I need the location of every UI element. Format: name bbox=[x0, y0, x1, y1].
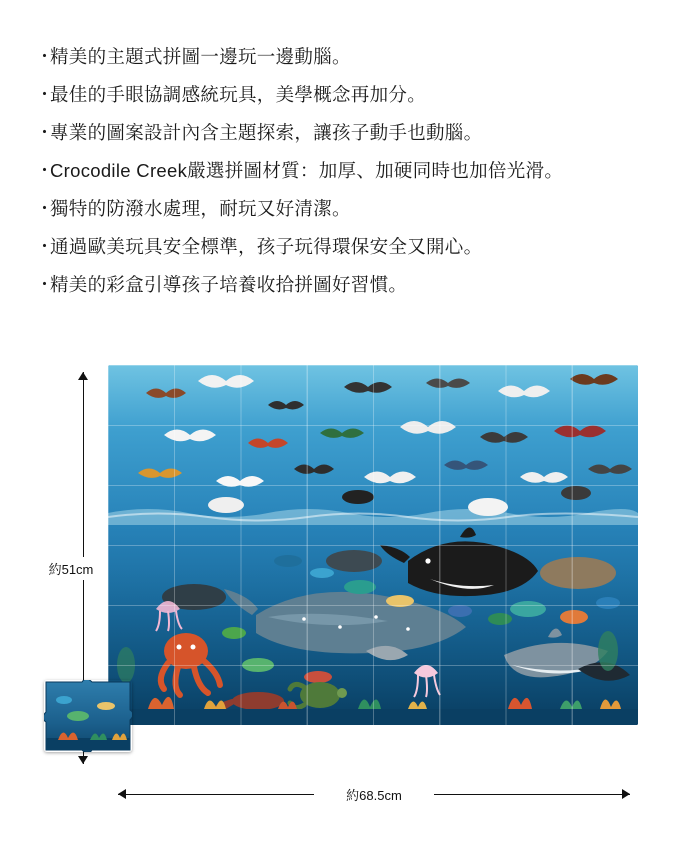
bullet-icon: ・ bbox=[36, 199, 53, 218]
list-item bbox=[36, 272, 646, 298]
list-item bbox=[36, 120, 646, 146]
puzzle-piece-illustration bbox=[44, 680, 132, 752]
ocean-scene-illustration bbox=[108, 365, 638, 725]
list-item bbox=[36, 196, 646, 222]
arrow-right-icon bbox=[622, 789, 630, 799]
dimension-diagram bbox=[36, 355, 646, 815]
bullet-icon: ・ bbox=[36, 275, 53, 294]
height-label: 約51cm bbox=[36, 557, 106, 580]
feature-text: 專業的圖案設計內含主題探索，讓孩子動手也動腦。 bbox=[50, 122, 483, 143]
puzzle-piece bbox=[44, 680, 132, 752]
list-item bbox=[36, 82, 646, 108]
feature-text: 最佳的手眼協調感統玩具，美學概念再加分。 bbox=[50, 84, 427, 105]
puzzle-image bbox=[108, 365, 638, 725]
feature-text: 精美的彩盒引導孩子培養收拾拼圖好習慣。 bbox=[50, 274, 408, 295]
feature-text: Crocodile Creek嚴選拼圖材質：加厚、加硬同時也加倍光滑。 bbox=[50, 160, 564, 181]
feature-text: 通過歐美玩具安全標準，孩子玩得環保安全又開心。 bbox=[50, 236, 483, 257]
feature-list bbox=[36, 44, 646, 310]
ocean-animals-puzzle-artwork bbox=[108, 365, 638, 725]
feature-text: 獨特的防潑水處理，耐玩又好清潔。 bbox=[50, 198, 351, 219]
feature-text: 精美的主題式拼圖一邊玩一邊動腦。 bbox=[50, 46, 351, 67]
bullet-icon: ・ bbox=[36, 47, 53, 66]
arrow-down-icon bbox=[78, 756, 88, 764]
bullet-icon: ・ bbox=[36, 161, 53, 180]
width-measure bbox=[118, 785, 630, 805]
width-label: 約68.5cm bbox=[314, 785, 434, 804]
list-item bbox=[36, 44, 646, 70]
list-item bbox=[36, 158, 646, 184]
bullet-icon: ・ bbox=[36, 85, 53, 104]
list-item bbox=[36, 234, 646, 260]
bullet-icon: ・ bbox=[36, 123, 53, 142]
bullet-icon: ・ bbox=[36, 237, 53, 256]
single-puzzle-piece-artwork bbox=[44, 680, 132, 752]
